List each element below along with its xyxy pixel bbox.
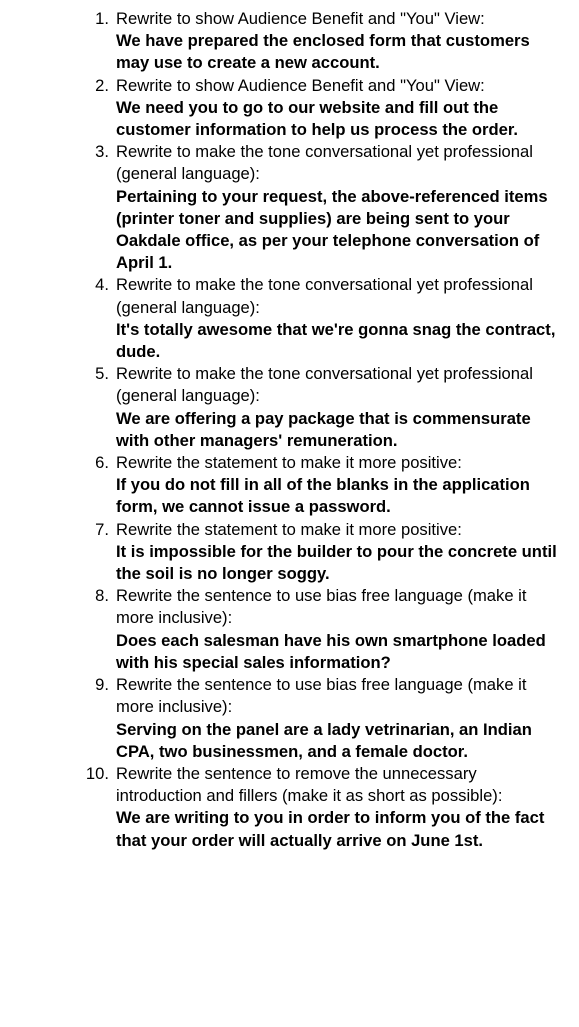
item-number: 8. <box>95 586 109 606</box>
exercise-list <box>0 8 579 852</box>
item-number: 1. <box>95 9 109 28</box>
statement-text: We are offering a pay package that is commensurate with other managers' remuneration. <box>116 408 531 450</box>
statement-text: It is impossible for the builder to pour the concrete until the soil is no longer soggy. <box>116 541 557 584</box>
statement-text: If you do not fill in all of the blanks in the application form, we cannot issue a password. <box>116 475 530 517</box>
instruction-text: Rewrite the sentence to remove the unnecessary introduction and fillers (make it as short as possible): <box>116 763 503 806</box>
exercise-item-9 <box>0 674 579 763</box>
exercise-item-1 <box>0 8 579 75</box>
item-number: 5. <box>95 364 109 384</box>
exercise-item-5 <box>0 363 579 452</box>
statement-text: We have prepared the enclosed form that customers may use to create a new account. <box>116 31 530 73</box>
item-number: 7. <box>95 519 109 539</box>
statement-text: We need you to go to our website and fill out the customer information to help us process the order. <box>116 97 519 140</box>
statement-text: Pertaining to your request, the above-referenced items (printer toner and supplies) are being sent to your Oakdale office, as per your telephone conversation of April 1. <box>116 186 548 273</box>
exercise-item-7 <box>0 519 579 586</box>
instruction-text: Rewrite the sentence to use bias free language (make it more inclusive): <box>116 675 527 717</box>
exercise-item-6 <box>0 452 579 519</box>
instruction-text: Rewrite to make the tone conversational yet professional (general language): <box>116 275 533 317</box>
exercise-item-8 <box>0 585 579 674</box>
instruction-text: Rewrite to show Audience Benefit and "You" View: <box>116 75 485 95</box>
item-number: 6. <box>95 453 109 473</box>
item-number: 4. <box>95 275 109 295</box>
item-number: 2. <box>95 75 109 95</box>
item-number: 10. <box>85 763 109 783</box>
item-number: 9. <box>95 675 109 695</box>
instruction-text: Rewrite to make the tone conversational yet professional (general language): <box>116 142 533 184</box>
statement-text: We are writing to you in order to inform you of the fact that your order will actually arrive on June 1st. <box>116 808 545 850</box>
exercise-item-4 <box>0 274 579 363</box>
exercise-item-2 <box>0 75 579 142</box>
exercise-item-10 <box>0 763 579 852</box>
statement-text: It's totally awesome that we're gonna snag the contract, dude. <box>116 319 556 362</box>
exercise-item-3 <box>0 141 579 274</box>
instruction-text: Rewrite the statement to make it more positive: <box>116 453 462 473</box>
instruction-text: Rewrite the statement to make it more positive: <box>116 519 462 539</box>
item-number: 3. <box>95 142 109 162</box>
instruction-text: Rewrite the sentence to use bias free language (make it more inclusive): <box>116 586 527 628</box>
statement-text: Does each salesman have his own smartphone loaded with his special sales information? <box>116 630 546 672</box>
statement-text: Serving on the panel are a lady vetrinarian, an Indian CPA, two businessmen, and a female doctor. <box>116 719 532 761</box>
instruction-text: Rewrite to show Audience Benefit and "You" View: <box>116 9 485 28</box>
instruction-text: Rewrite to make the tone conversational yet professional (general language): <box>116 364 533 406</box>
